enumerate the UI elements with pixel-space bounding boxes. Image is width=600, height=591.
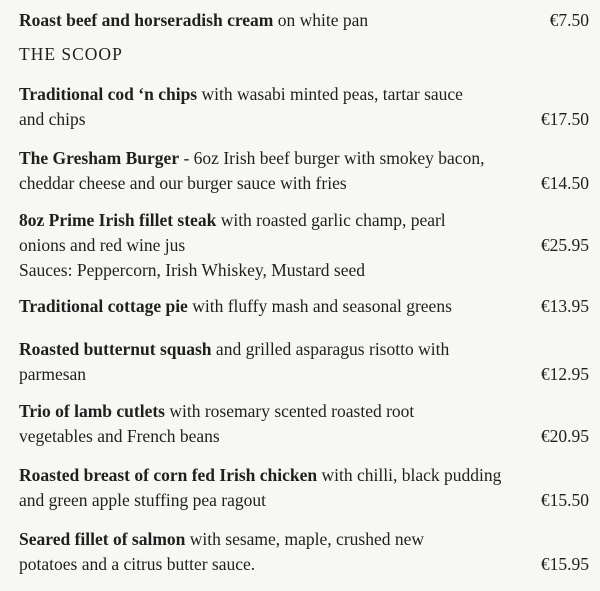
menu-item (19, 337, 589, 387)
dish-name: Traditional cottage pie (19, 296, 188, 316)
item-description (19, 82, 489, 132)
dish-details: with wasabi minted peas, tartar sauce and chips (19, 84, 463, 129)
item-description (19, 294, 519, 319)
item-description (19, 8, 519, 33)
item-price: €15.50 (540, 490, 589, 510)
dish-name: Traditional cod ‘n chips (19, 84, 198, 104)
dish-details: on white pan (273, 10, 369, 30)
dish-details: - 6oz Irish beef burger with smokey bacon, cheddar cheese and our burger sauce with fries (19, 148, 485, 193)
dish-details: with rosemary scented roasted root vegetables and French beans (19, 401, 415, 446)
dish-details: and grilled asparagus risotto with parmesan (19, 339, 450, 384)
menu-item (19, 208, 589, 283)
item-price: €17.50 (540, 109, 589, 129)
item-price: €12.95 (540, 364, 589, 384)
menu-item (19, 8, 589, 33)
dish-name: Trio of lamb cutlets (19, 401, 165, 421)
item-price: €14.50 (540, 173, 589, 193)
item-price: €7.50 (549, 10, 589, 30)
item-description (19, 208, 489, 258)
dish-name: 8oz Prime Irish fillet steak (19, 210, 217, 230)
item-description (19, 399, 479, 449)
item-price: €15.95 (540, 554, 589, 574)
item-description (19, 463, 519, 513)
dish-details: with sesame, maple, crushed new potatoes and a citrus butter sauce. (19, 529, 425, 574)
dish-name: Roast beef and horseradish cream (19, 10, 274, 30)
item-description (19, 337, 489, 387)
dish-name: Seared fillet of salmon (19, 529, 186, 549)
dish-details: with roasted garlic champ, pearl onions and red wine jus (19, 210, 446, 255)
dish-name: Roasted breast of corn fed Irish chicken (19, 465, 318, 485)
dish-name: The Gresham Burger (19, 148, 180, 168)
dish-name: Roasted butternut squash (19, 339, 212, 359)
menu-item (19, 146, 589, 196)
menu-item (19, 82, 589, 132)
menu-item (19, 463, 589, 513)
section-heading: THE SCOOP (19, 44, 123, 64)
dish-details: with chilli, black pudding and green apple stuffing pea ragout (19, 465, 502, 510)
menu-item (19, 399, 589, 449)
dish-details: with fluffy mash and seasonal greens (187, 296, 452, 316)
item-price: €25.95 (540, 235, 589, 255)
menu-item (19, 527, 589, 577)
item-description (19, 146, 519, 196)
menu-item (19, 294, 589, 319)
item-description (19, 527, 459, 577)
item-price: €20.95 (540, 426, 589, 446)
sauce-options: Sauces: Peppercorn, Irish Whiskey, Mustard seed (19, 260, 366, 280)
item-price: €13.95 (540, 296, 589, 316)
